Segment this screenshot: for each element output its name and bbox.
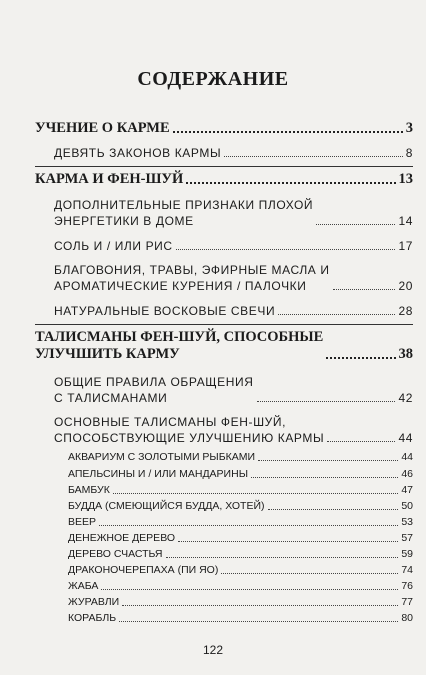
- toc-entry-page: 76: [401, 580, 413, 592]
- toc-entry-page: 46: [401, 468, 413, 480]
- toc-entry-page: 47: [401, 484, 413, 496]
- toc-entry-page: 77: [401, 596, 413, 608]
- dot-leader: [122, 605, 398, 606]
- toc-subsection-entry: [68, 468, 413, 481]
- toc-chapter-entry: [35, 120, 413, 137]
- toc-subsection-entry: [68, 500, 413, 513]
- dot-leader: [186, 182, 395, 184]
- toc-subsection-entry: [68, 451, 413, 464]
- chapter-divider: [35, 166, 413, 167]
- dot-leader: [257, 401, 396, 402]
- toc-subsection-entry: [68, 612, 413, 625]
- toc-entry-page: 74: [401, 564, 413, 576]
- toc-section-entry: [54, 303, 413, 319]
- toc-entry-text: БУДДА (СМЕЮЩИЙСЯ БУДДА, ХОТЕЙ): [68, 500, 265, 512]
- dot-leader: [166, 557, 399, 558]
- page-title: СОДЕРЖАНИЕ: [137, 68, 289, 90]
- toc-entry-page: 14: [398, 214, 413, 228]
- toc-entry-text: КОРАБЛЬ: [68, 612, 117, 624]
- toc-subsection-entry: [68, 580, 413, 593]
- toc-section-entry: [54, 197, 413, 229]
- toc-entry-page: 13: [398, 171, 413, 187]
- toc-entry-page: 3: [405, 120, 413, 136]
- toc-entry-page: 17: [398, 239, 413, 253]
- toc-subsection-entry: [68, 484, 413, 497]
- dot-leader: [113, 493, 398, 494]
- dot-leader: [101, 589, 398, 590]
- toc-entry-page: 8: [405, 146, 413, 160]
- toc-entry-text: ДОПОЛНИТЕЛЬНЫЕ ПРИЗНАКИ ПЛОХОЙ ЭНЕРГЕТИКИ В ДОМЕ: [54, 198, 314, 228]
- dot-leader: [173, 131, 403, 133]
- toc-entry-page: 57: [401, 532, 413, 544]
- dot-leader: [316, 224, 395, 225]
- toc-entry-page: 28: [398, 304, 413, 318]
- toc-entry-text: ЖАБА: [68, 580, 99, 592]
- toc-entry-text: ТАЛИСМАНЫ ФЕН-ШУЙ, СПОСОБНЫЕ УЛУЧШИТЬ КАРМУ: [35, 329, 324, 362]
- toc-subsection-entry: [68, 564, 413, 577]
- toc-entry-text: ЖУРАВЛИ: [68, 596, 120, 608]
- dot-leader: [176, 249, 396, 250]
- toc-entry-text: БЛАГОВОНИЯ, ТРАВЫ, ЭФИРНЫЕ МАСЛА И АРОМАТИЧЕСКИЕ КУРЕНИЯ / ПАЛОЧКИ: [54, 263, 330, 293]
- toc-entry-text: БАМБУК: [68, 484, 110, 496]
- toc-subsection-entry: [68, 516, 413, 529]
- toc-entry-page: 44: [401, 451, 413, 463]
- dot-leader: [268, 509, 399, 510]
- toc-entry-page: 59: [401, 548, 413, 560]
- toc-section-entry: [54, 414, 413, 446]
- toc-section-entry: [54, 262, 413, 294]
- toc-entry-text: КАРМА И ФЕН-ШУЙ: [35, 171, 184, 187]
- toc-entry-text: СОЛЬ И / ИЛИ РИС: [54, 239, 173, 253]
- dot-leader: [258, 460, 398, 461]
- dot-leader: [99, 525, 398, 526]
- toc-entry-text: ОБЩИЕ ПРАВИЛА ОБРАЩЕНИЯ С ТАЛИСМАНАМИ: [54, 375, 254, 405]
- dot-leader: [221, 573, 398, 574]
- toc-entry-text: АПЕЛЬСИНЫ И / ИЛИ МАНДАРИНЫ: [68, 468, 248, 480]
- page-number: 122: [202, 643, 224, 657]
- toc-entry-text: ДЕНЕЖНОЕ ДЕРЕВО: [68, 532, 176, 544]
- toc-entry-text: ДЕРЕВО СЧАСТЬЯ: [68, 548, 163, 560]
- toc-entry-text: ДРАКОНОЧЕРЕПАХА (ПИ ЯО): [68, 564, 219, 576]
- toc-entry-text: ДЕВЯТЬ ЗАКОНОВ КАРМЫ: [54, 146, 222, 160]
- toc-section-entry: [54, 238, 413, 254]
- toc-entry-text: НАТУРАЛЬНЫЕ ВОСКОВЫЕ СВЕЧИ: [54, 304, 276, 318]
- dot-leader: [333, 289, 396, 290]
- toc-entry-page: 44: [398, 431, 413, 445]
- dot-leader: [178, 541, 398, 542]
- dot-leader: [326, 357, 395, 359]
- toc-entry-text: УЧЕНИЕ О КАРМЕ: [35, 120, 170, 136]
- toc-entry-page: 50: [401, 500, 413, 512]
- toc-entry-text: ОСНОВНЫЕ ТАЛИСМАНЫ ФЕН-ШУЙ, СПОСОБСТВУЮЩИЕ УЛУЧШЕНИЮ КАРМЫ: [54, 415, 325, 445]
- toc-entry-page: 53: [401, 516, 413, 528]
- toc-chapter-entry: [35, 329, 413, 363]
- dot-leader: [251, 477, 398, 478]
- dot-leader: [224, 156, 403, 157]
- dot-leader: [119, 621, 398, 622]
- toc-subsection-entry: [68, 532, 413, 545]
- toc-section-entry: [54, 145, 413, 161]
- toc-entry-text: ВЕЕР: [68, 516, 97, 528]
- toc-entry-page: 38: [398, 346, 413, 362]
- chapter-divider: [35, 324, 413, 325]
- toc-subsection-entry: [68, 548, 413, 561]
- toc-subsection-entry: [68, 596, 413, 609]
- toc-entry-text: АКВАРИУМ С ЗОЛОТЫМИ РЫБКАМИ: [68, 451, 256, 463]
- toc-section-entry: [54, 374, 413, 406]
- toc-entry-page: 80: [401, 612, 413, 624]
- toc-chapter-entry: [35, 171, 413, 188]
- toc-entry-page: 20: [398, 279, 413, 293]
- toc-entry-page: 42: [398, 391, 413, 405]
- dot-leader: [327, 441, 395, 442]
- dot-leader: [278, 314, 395, 315]
